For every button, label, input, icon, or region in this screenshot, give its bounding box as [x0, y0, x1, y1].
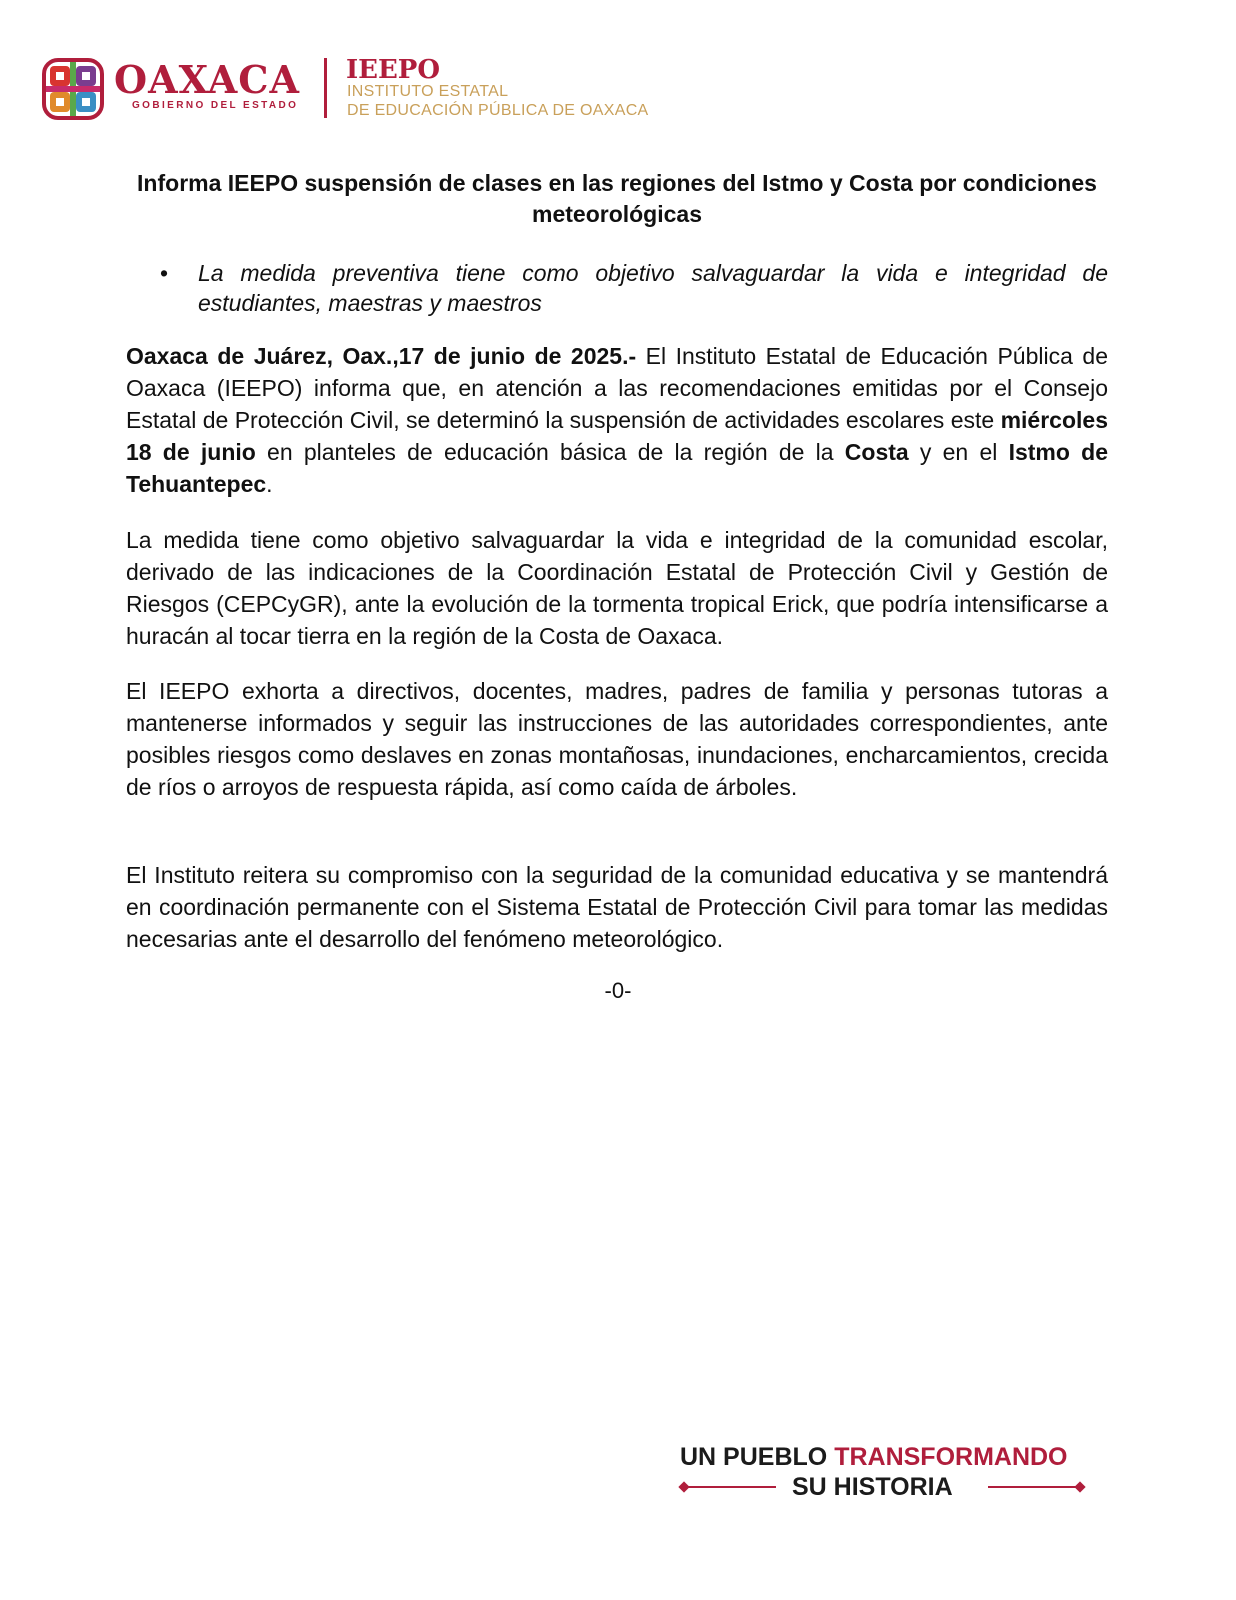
letterhead [42, 56, 722, 122]
p1-text-a: El Instituto Estatal de Educación Pública de Oaxaca (IEEPO) informa que, en atención a las recomendaciones emitidas por el Consejo Estatal de Protección Civil, se determinó la suspensión de actividades escolares este [126, 343, 1108, 433]
slogan-part-1: UN PUEBLO [680, 1443, 835, 1471]
paragraph-4 [126, 859, 1108, 955]
p1-bold-costa: Costa [844, 439, 909, 465]
paragraph-2 [126, 524, 1108, 652]
dateline: Oaxaca de Juárez, Oax.,17 de junio de 2025.- [126, 343, 637, 369]
state-subtitle: GOBIERNO DEL ESTADO [132, 100, 299, 111]
p1-text-d: . [266, 471, 273, 497]
slogan-line-1 [680, 1442, 1068, 1472]
slogan-line-2: SU HISTORIA [792, 1473, 953, 1501]
institute-acronym: IEEPO [346, 55, 440, 85]
state-name: OAXACA [114, 57, 300, 102]
end-mark: -0- [604, 978, 632, 1003]
paragraph-4-text: El Instituto reitera su compromiso con la seguridad de la comunidad educativa y se mantendrá en coordinación permanente con el Sistema Estatal de Protección Civil para tomar las medidas necesarias ante el desarrollo del fenómeno meteorológico. [126, 862, 1108, 952]
header-divider [324, 58, 327, 118]
paragraph-3 [126, 675, 1108, 803]
institute-name-line1: INSTITUTO ESTATAL [347, 83, 509, 100]
paragraph-3-text: El IEEPO exhorta a directivos, docentes, madres, padres de familia y personas tutoras a mantenerse informados y seguir las instrucciones de las autoridades correspondientes, ante posibles riesgos como deslaves en zonas montañosas, inundaciones, encharcamientos, crecida de ríos o arroyos de respuesta rápida, así como caída de árboles. [126, 678, 1108, 800]
p1-bold-date: miércoles 18 de junio [126, 407, 1108, 465]
diamond-right-icon [1074, 1481, 1085, 1492]
diamond-left-icon [678, 1481, 689, 1492]
summary-bullet-text: La medida preventiva tiene como objetivo salvaguardar la vida e integridad de estudiantes, maestras y maestros [198, 260, 1108, 316]
document-title: Informa IEEPO suspensión de clases en las regiones del Istmo y Costa por condiciones meteorológicas [137, 170, 1097, 227]
slogan-part-2: TRANSFORMANDO [834, 1443, 1068, 1471]
summary-bullet [160, 258, 1108, 318]
p1-text-b: en planteles de educación básica de la región de la [255, 439, 845, 465]
bullet-dot-icon: • [160, 260, 169, 286]
footer-slogan [680, 1442, 1090, 1506]
paragraph-1 [126, 340, 1108, 500]
p1-text-c: y en el [908, 439, 1009, 465]
slogan-rule-right [988, 1486, 1080, 1488]
p1-bold-istmo: Istmo de Tehuantepec [126, 439, 1108, 497]
slogan-rule-left [684, 1486, 776, 1488]
institute-name-line2: DE EDUCACIÓN PÚBLICA DE OAXACA [347, 102, 649, 119]
paragraph-2-text: La medida tiene como objetivo salvaguardar la vida e integridad de la comunidad escolar, derivado de las indicaciones de la Coordinación Estatal de Protección Civil y Gestión de Riesgos (CEPCyGR), ante la evolución de la tormenta tropical Erick, que podría intensificarse a huracán al tocar tierra en la región de la Costa de Oaxaca. [126, 527, 1108, 649]
oaxaca-emblem-icon [42, 58, 104, 120]
